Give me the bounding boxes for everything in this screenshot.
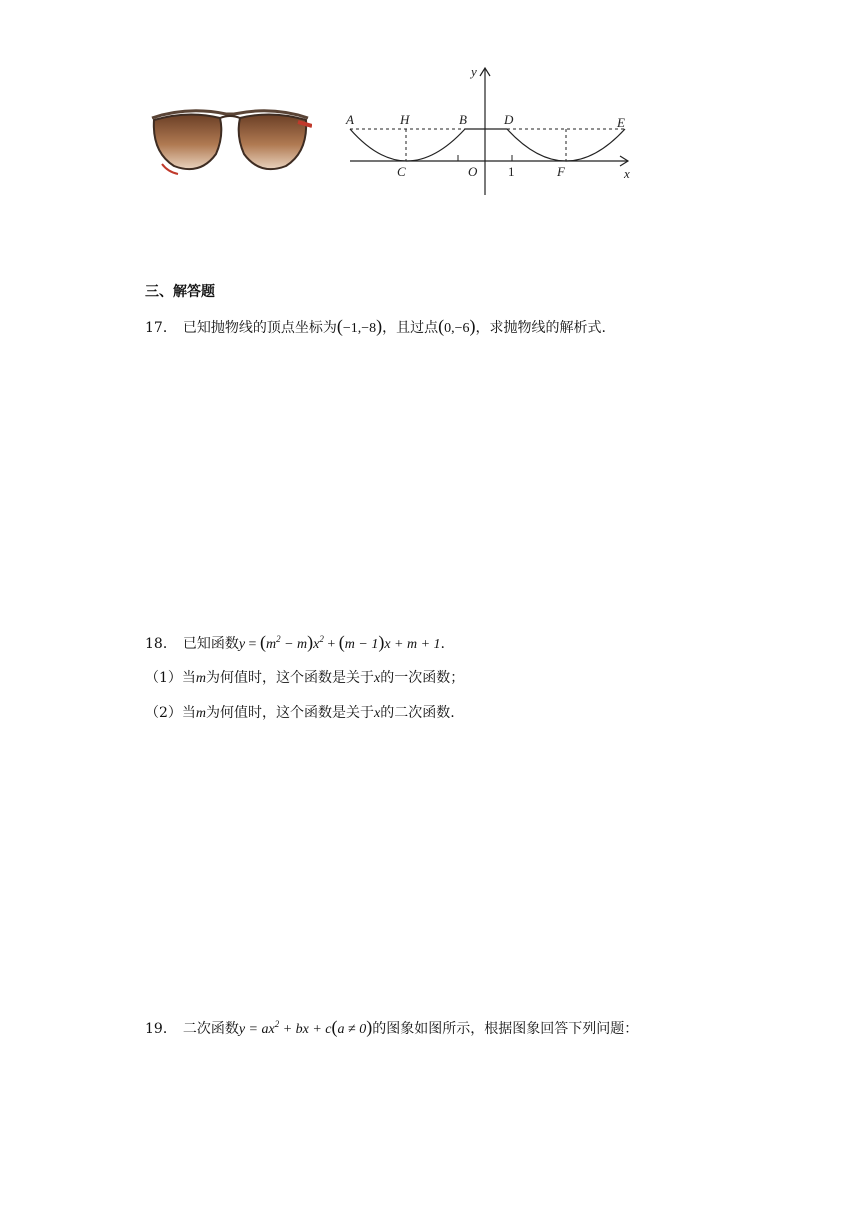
vertex-coordinate: (−1,−8) bbox=[336, 316, 383, 336]
period: . bbox=[440, 636, 445, 652]
label-b: B bbox=[459, 112, 467, 127]
label-o: O bbox=[468, 164, 478, 179]
question-text: 的图象如图所示，根据图象回答下列问题： bbox=[372, 1021, 639, 1037]
question-number: 19． bbox=[145, 1021, 177, 1037]
figure-row bbox=[140, 60, 640, 210]
sunglasses-image bbox=[148, 104, 312, 184]
part-text: 为何值时，这个函数是关于 bbox=[206, 705, 375, 721]
part-text: 的一次函数； bbox=[380, 670, 465, 686]
label-e: E bbox=[617, 115, 625, 130]
label-h: H bbox=[400, 112, 410, 127]
label-f: F bbox=[557, 164, 565, 179]
question-text: ，求抛物线的解析式. bbox=[475, 320, 606, 336]
label-d: D bbox=[504, 112, 514, 127]
point-coordinate: (0,−6) bbox=[438, 316, 476, 336]
part-number: （1）当 bbox=[145, 670, 196, 686]
question-text: 已知抛物线的顶点坐标为 bbox=[182, 320, 337, 336]
question-text: 二次函数 bbox=[182, 1021, 239, 1037]
question-18-part-2 bbox=[145, 702, 455, 725]
parabola-graph bbox=[340, 60, 640, 200]
question-text: 已知函数 bbox=[182, 636, 239, 652]
variable-x: x bbox=[374, 706, 381, 721]
label-a: A bbox=[346, 112, 354, 127]
label-y: y bbox=[471, 64, 477, 79]
question-18-part-1 bbox=[145, 667, 464, 690]
label-x: x bbox=[624, 166, 630, 181]
question-19 bbox=[145, 1013, 638, 1041]
question-17 bbox=[145, 315, 606, 340]
question-18 bbox=[145, 628, 445, 656]
section-title: 三、解答题 bbox=[145, 284, 215, 300]
part-text: 为何值时，这个函数是关于 bbox=[206, 670, 375, 686]
function-formula: $y = (m^2 - m)x^2 + (m - 1)x + m + 1$ bbox=[238, 632, 441, 652]
label-one: 1 bbox=[508, 164, 515, 179]
question-number: 17． bbox=[145, 320, 177, 336]
variable-m: m bbox=[195, 671, 207, 686]
label-c: C bbox=[397, 164, 406, 179]
part-text: 的二次函数. bbox=[380, 705, 455, 721]
question-text: ，且过点 bbox=[382, 320, 439, 336]
part-number: （2）当 bbox=[145, 705, 196, 721]
variable-m: m bbox=[195, 706, 207, 721]
question-number: 18． bbox=[145, 636, 177, 652]
variable-x: x bbox=[374, 671, 381, 686]
quadratic-formula: $y = ax^2$ + bx + c(a ≠ 0) bbox=[238, 1017, 373, 1037]
